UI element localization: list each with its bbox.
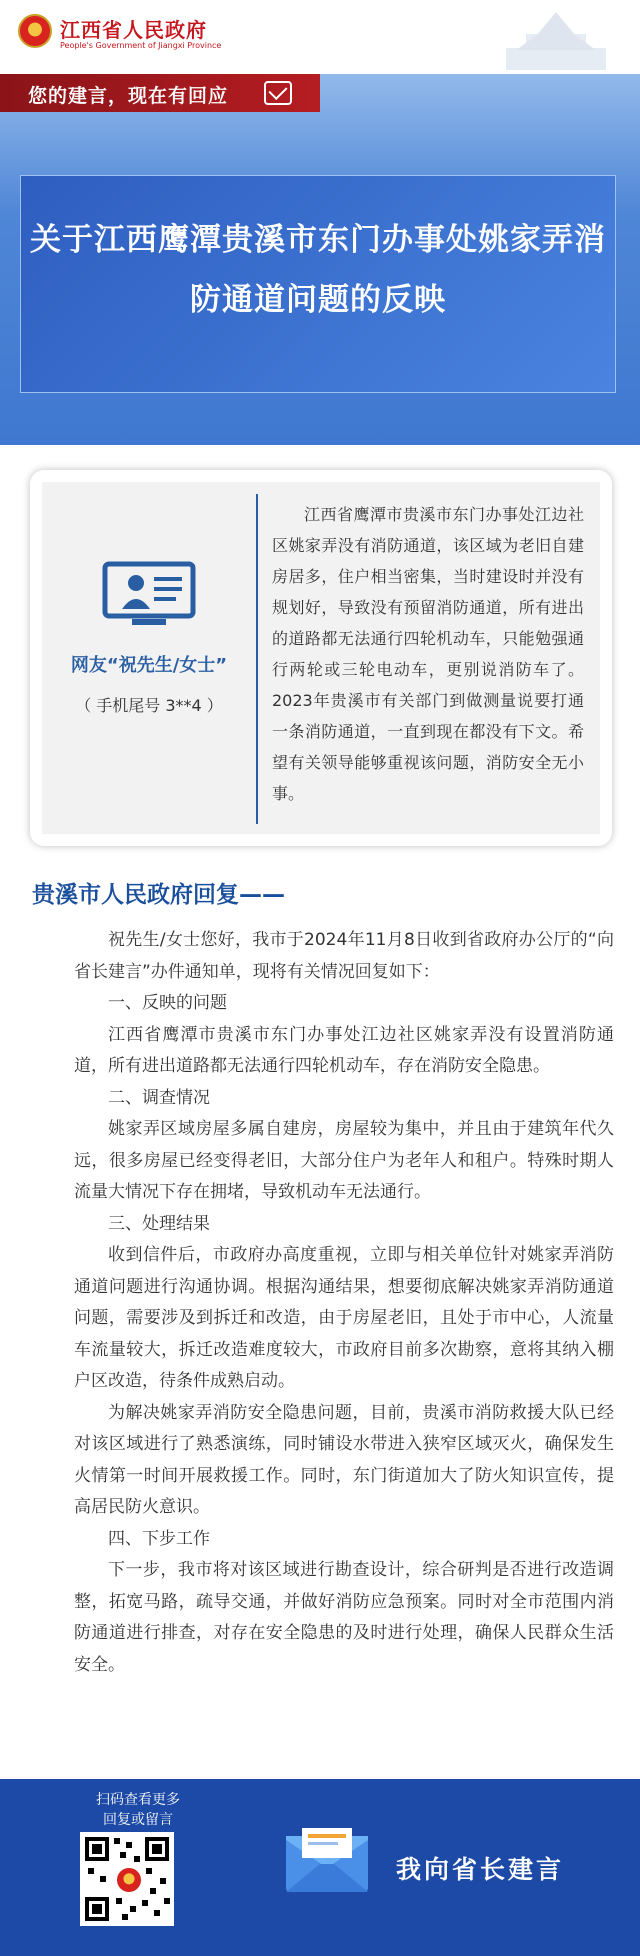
- scan-line-1: 扫码查看更多: [96, 1792, 180, 1808]
- building-silhouette-icon: [496, 8, 616, 70]
- government-emblem-icon: [18, 14, 52, 48]
- user-phone: （ 手机尾号 3**4 ）: [75, 696, 223, 715]
- footer-slogan: 我向省长建言: [396, 1855, 565, 1884]
- qr-emblem-icon: [115, 1866, 143, 1894]
- envelope-icon: [264, 81, 292, 105]
- reply-section-heading: 三、处理结果: [108, 1213, 210, 1234]
- reply-body: [74, 925, 614, 1681]
- card-divider: [256, 494, 258, 824]
- message-text: 江西省鹰潭市贵溪市东门办事处江边社区姚家弄没有消防通道，该区域为老旧自建房居多，住户相当密集，当时建设时并没有规划好，导致没有预留消防通道，所有进出的道路都无法通行四轮机动车，只能勉强通行两轮或三轮电动车，更别说消防车了。2023年贵溪市有关部门到做测量说要打通一条消防通道，一直到现在都没有下文。希望有关领导能够重视该问题，消防安全无小事。: [272, 505, 584, 803]
- reply-paragraph: 江西省鹰潭市贵溪市东门办事处江边社区姚家弄没有设置消防通道，所有进出道路都无法通行四轮机动车，存在消防安全隐患。: [74, 1024, 614, 1076]
- user-name: 网友“祝先生/女士”: [70, 655, 228, 676]
- reply-paragraph: 收到信件后，市政府办高度重视，立即与相关单位针对姚家弄消防通道问题进行沟通协调。根据沟通结果，想要彻底解决姚家弄消防通道问题，需要涉及到拆迁和改造，由于房屋老旧，且处于市中心，人流量车流量较大，拆迁改造难度较大，市政府目前多次勘察，意将其纳入棚户区改造，待条件成熟启动。: [74, 1245, 614, 1391]
- reply-paragraph: 祝先生/女士您好，我市于2024年11月8日收到省政府办公厅的“向省长建言”办件通知单，现将有关情况回复如下：: [74, 930, 614, 982]
- org-name-en: People's Government of Jiangxi Province: [60, 41, 222, 50]
- reply-section-heading: 四、下步工作: [108, 1528, 210, 1549]
- banner-text: 您的建言，现在有回应: [28, 85, 229, 107]
- reply-paragraph: 下一步，我市将对该区域进行勘查设计，综合研判是否进行改造调整，拓宽马路，疏导交通，并做好消防应急预案。同时对全市范围内消防通道进行排查，对存在安全隐患的及时进行处理，确保人民群众生活安全。: [74, 1560, 614, 1675]
- mail-icon: [284, 1828, 370, 1894]
- org-name: 江西省人民政府: [60, 18, 207, 42]
- reply-paragraph: 为解决姚家弄消防安全隐患问题，目前，贵溪市消防救援大队已经对该区域进行了熟悉演练，同时铺设水带进入狭窄区域灭火，确保发生火情第一时间开展救援工作。同时，东门街道加大了防火知识宣传，提高居民防火意识。: [74, 1402, 614, 1517]
- scan-caption: [66, 1790, 210, 1830]
- page-title: 关于江西鹰潭贵溪市东门办事处姚家弄消防通道问题的反映: [30, 222, 606, 318]
- reply-title: 贵溪市人民政府回复——: [32, 882, 285, 908]
- scan-line-2: 回复或留言: [103, 1812, 173, 1828]
- reply-section-heading: 一、反映的问题: [108, 993, 227, 1013]
- reply-paragraph: 姚家弄区域房屋多属自建房，房屋较为集中，并且由于建筑年代久远，很多房屋已经变得老旧，大部分住户为老年人和租户。特殊时期人流量大情况下存在拥堵，导致机动车无法通行。: [74, 1119, 614, 1202]
- reply-section-heading: 二、调查情况: [108, 1087, 210, 1108]
- user-monitor-icon: [102, 561, 196, 627]
